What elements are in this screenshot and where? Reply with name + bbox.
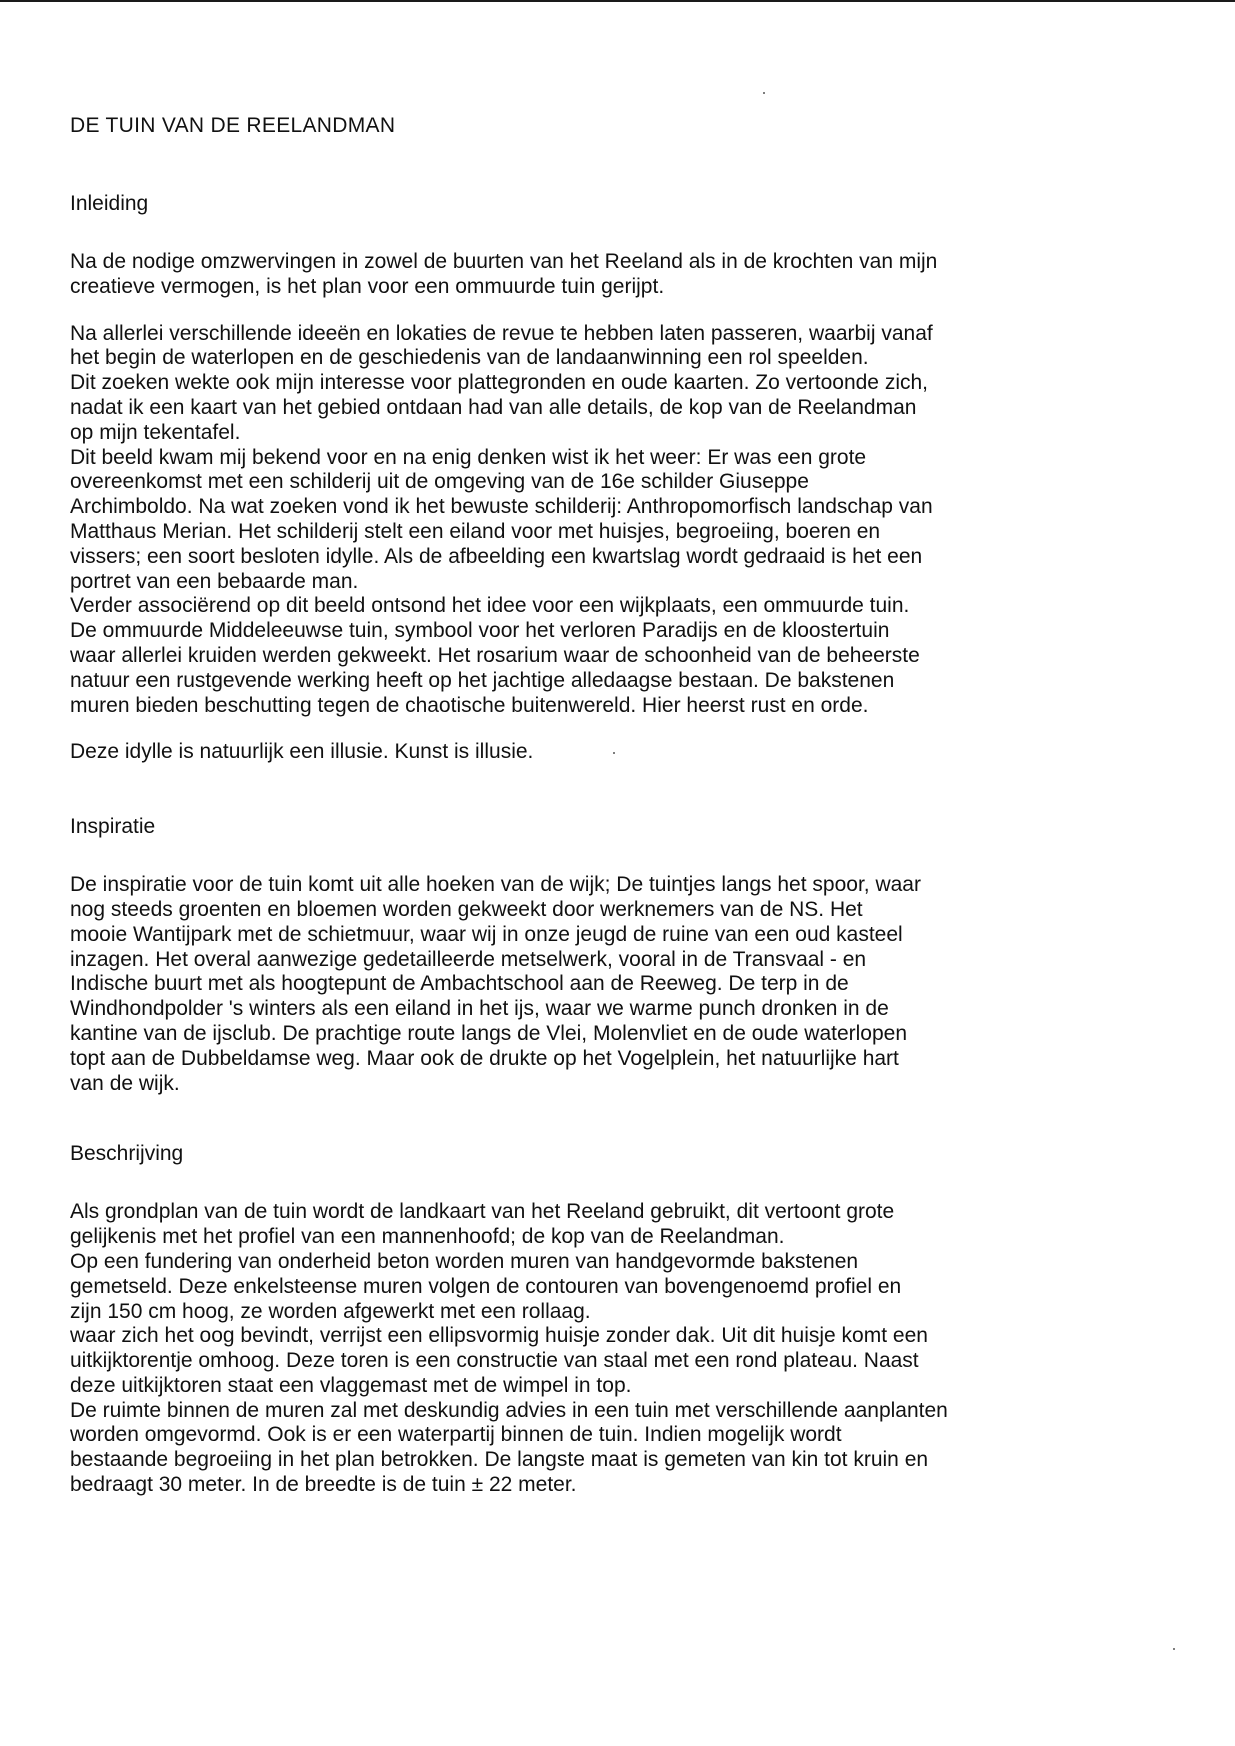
paragraph: Deze idylle is natuurlijk een illusie. Kunst is illusie. (70, 740, 534, 764)
section-beschrijving (70, 1140, 1070, 1498)
document-title: DE TUIN VAN DE REELANDMAN (70, 114, 396, 137)
section-heading-inleiding: Inleiding (70, 192, 149, 215)
section-inleiding (70, 190, 1070, 765)
paragraph: Na de nodige omzwervingen in zowel de buurten van het Reeland als in de krochten van mijn creatieve vermogen, is het plan voor een ommuurde tuin gerijpt. (70, 250, 938, 298)
scan-top-edge (0, 0, 1235, 2)
paragraph: Na allerlei verschillende ideeën en lokaties de revue te hebben laten passeren, waarbij vanaf het begin de waterlopen en de geschiedenis van de landaanwinning een rol speelden. Dit zoeken wekte ook mijn interesse voor plattegronden en oude kaarten. Zo vertoonde zich, nadat ik een kaart van het gebied ontdaan had van alle details, de kop van de Reelandman op mijn tekentafel. Dit beeld kwam mij bekend voor en na enig denken wist ik het weer: Er was een grote overeenkomst met een schilderij uit de omgeving van de 16e schilder Giuseppe Archimboldo. Na wat zoeken vond ik het bewuste schilderij: Anthropomorfisch landschap van Matthaus Merian. Het schilderij stelt een eiland voor met huisjes, begroeiing, boeren en vissers; een soort besloten idylle. Als de afbeelding een kwartslag wordt gedraaid is het een portret van een bebaarde man. Verder associërend op dit beeld ontsond het idee voor een wijkplaats, een ommuurde tuin. De ommuurde Middeleeuwse tuin, symbool voor het verloren Paradijs en de kloostertuin waar allerlei kruiden werden gekweekt. Het rosarium waar de schoonheid van de beheerste natuur een rustgevende werking heeft op het jachtige alledaagse bestaan. De bakstenen muren bieden beschutting tegen de chaotische buitenwereld. Hier heerst rust en orde. (70, 321, 933, 717)
paragraph: De inspiratie voor de tuin komt uit alle hoeken van de wijk; De tuintjes langs het spoor, waar nog steeds groenten en bloemen worden gekweekt door werknemers van de NS. Het mooie Wantijpark met de schietmuur, waar wij in onze jeugd de ruine van een oud kasteel inzagen. Het overal aanwezige gedetailleerde metselwerk, vooral in de Transvaal - en Indische buurt met als hoogtepunt de Ambachtschool aan de Reeweg. De terp in de Windhondpolder 's winters als een eiland in het ijs, waar we warme punch dronken in de kantine van de ijsclub. De prachtige route langs de Vlei, Molenvliet en de oude waterlopen topt aan de Dubbeldamse weg. Maar ook de drukte op het Vogelplein, het natuurlijke hart van de wijk. (70, 873, 921, 1095)
section-inspiratie (70, 813, 1070, 1096)
document-page (70, 112, 1070, 1498)
scan-speck (1173, 1648, 1175, 1650)
section-heading-beschrijving: Beschrijving (70, 1142, 184, 1166)
section-heading-inspiratie: Inspiratie (70, 815, 156, 839)
paragraph: Als grondplan van de tuin wordt de landkaart van het Reeland gebruikt, dit vertoont grote gelijkenis met het profiel van een mannenhoofd; de kop van de Reelandman. Op een fundering van onderheid beton worden muren van handgevormde bakstenen gemetseld. Deze enkelsteense muren volgen de contouren van bovengenoemd profiel en zijn 150 cm hoog, ze worden afgewerkt met een rollaag. waar zich het oog bevindt, verrijst een ellipsvormig huisje zonder dak. Uit dit huisje komt een uitkijktorentje omhoog. Deze toren is een constructie van staal met een rond plateau. Naast deze uitkijktoren staat een vlaggemast met de wimpel in top. De ruimte binnen de muren zal met deskundig advies in een tuin met verschillende aanplanten worden omgevormd. Ook is er een waterpartij binnen de tuin. Indien mogelijk wordt bestaande begroeiing in het plan betrokken. De langste maat is gemeten van kin tot kruin en bedraagt 30 meter. In de breedte is de tuin ± 22 meter. (70, 1200, 948, 1497)
scan-speck (763, 92, 765, 94)
